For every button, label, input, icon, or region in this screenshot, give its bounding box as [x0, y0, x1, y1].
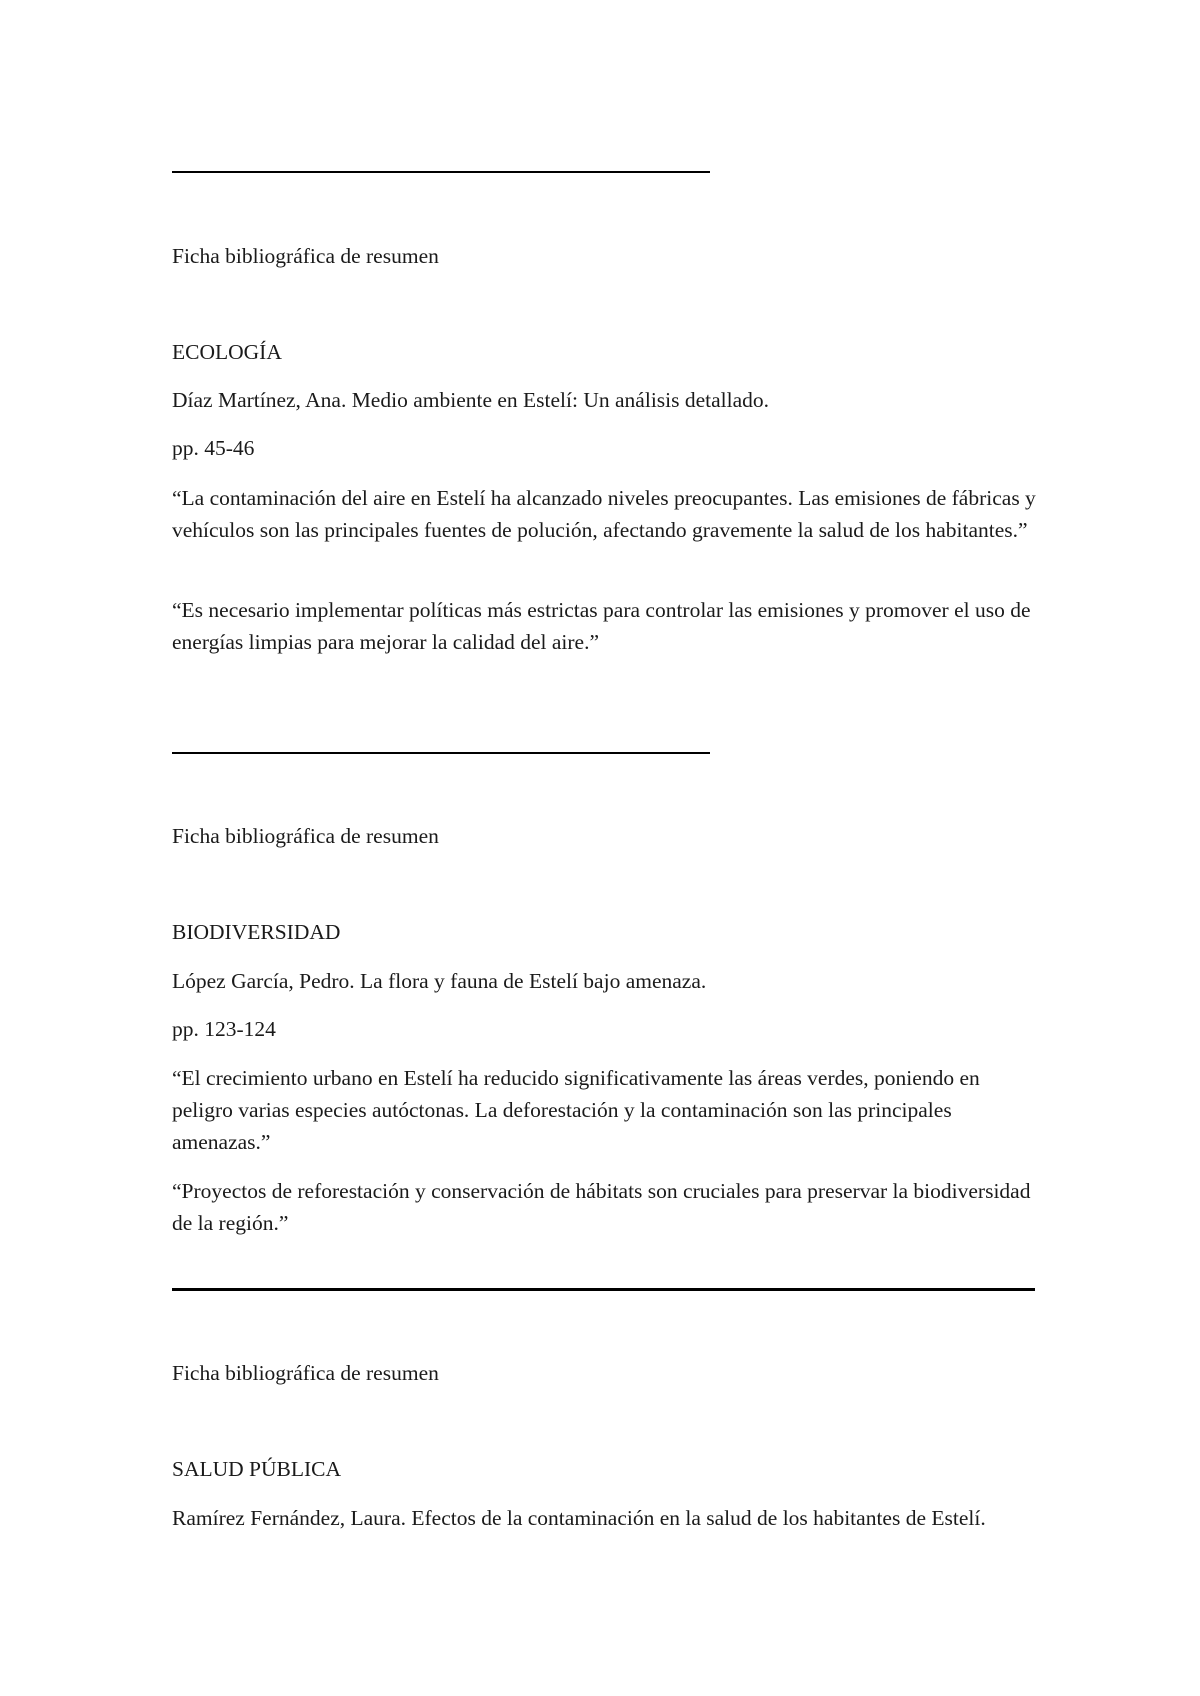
ficha-pages: pp. 45-46	[172, 436, 255, 460]
separator-line	[172, 171, 710, 173]
ficha-pages: pp. 123-124	[172, 1017, 276, 1041]
ficha-citation: Ramírez Fernández, Laura. Efectos de la contaminación en la salud de los habitantes de Estelí.	[172, 1506, 986, 1530]
ficha-quote: “La contaminación del aire en Estelí ha alcanzado niveles preocupantes. Las emisiones de fábricas y vehículos son las principales fuentes de polución, afectando gravemente la salud de los habitantes.”	[172, 486, 1036, 542]
ficha-topic: ECOLOGÍA	[172, 340, 282, 364]
ficha-heading: Ficha bibliográfica de resumen	[172, 244, 439, 268]
ficha-topic: SALUD PÚBLICA	[172, 1457, 342, 1481]
separator-line	[172, 752, 710, 754]
ficha-citation: Díaz Martínez, Ana. Medio ambiente en Estelí: Un análisis detallado.	[172, 388, 770, 412]
ficha-topic: BIODIVERSIDAD	[172, 920, 341, 944]
separator-line	[172, 1288, 1035, 1291]
ficha-quote: “El crecimiento urbano en Estelí ha reducido significativamente las áreas verdes, poniendo en peligro varias especies autóctonas. La deforestación y la contaminación son las principales amenazas.”	[172, 1066, 980, 1154]
ficha-heading: Ficha bibliográfica de resumen	[172, 1361, 439, 1385]
ficha-heading: Ficha bibliográfica de resumen	[172, 824, 439, 848]
ficha-citation: López García, Pedro. La flora y fauna de Estelí bajo amenaza.	[172, 969, 707, 993]
ficha-quote: “Es necesario implementar políticas más estrictas para controlar las emisiones y promover el uso de energías limpias para mejorar la calidad del aire.”	[172, 598, 1031, 654]
ficha-quote: “Proyectos de reforestación y conservación de hábitats son cruciales para preservar la biodiversidad de la región.”	[172, 1179, 1031, 1235]
